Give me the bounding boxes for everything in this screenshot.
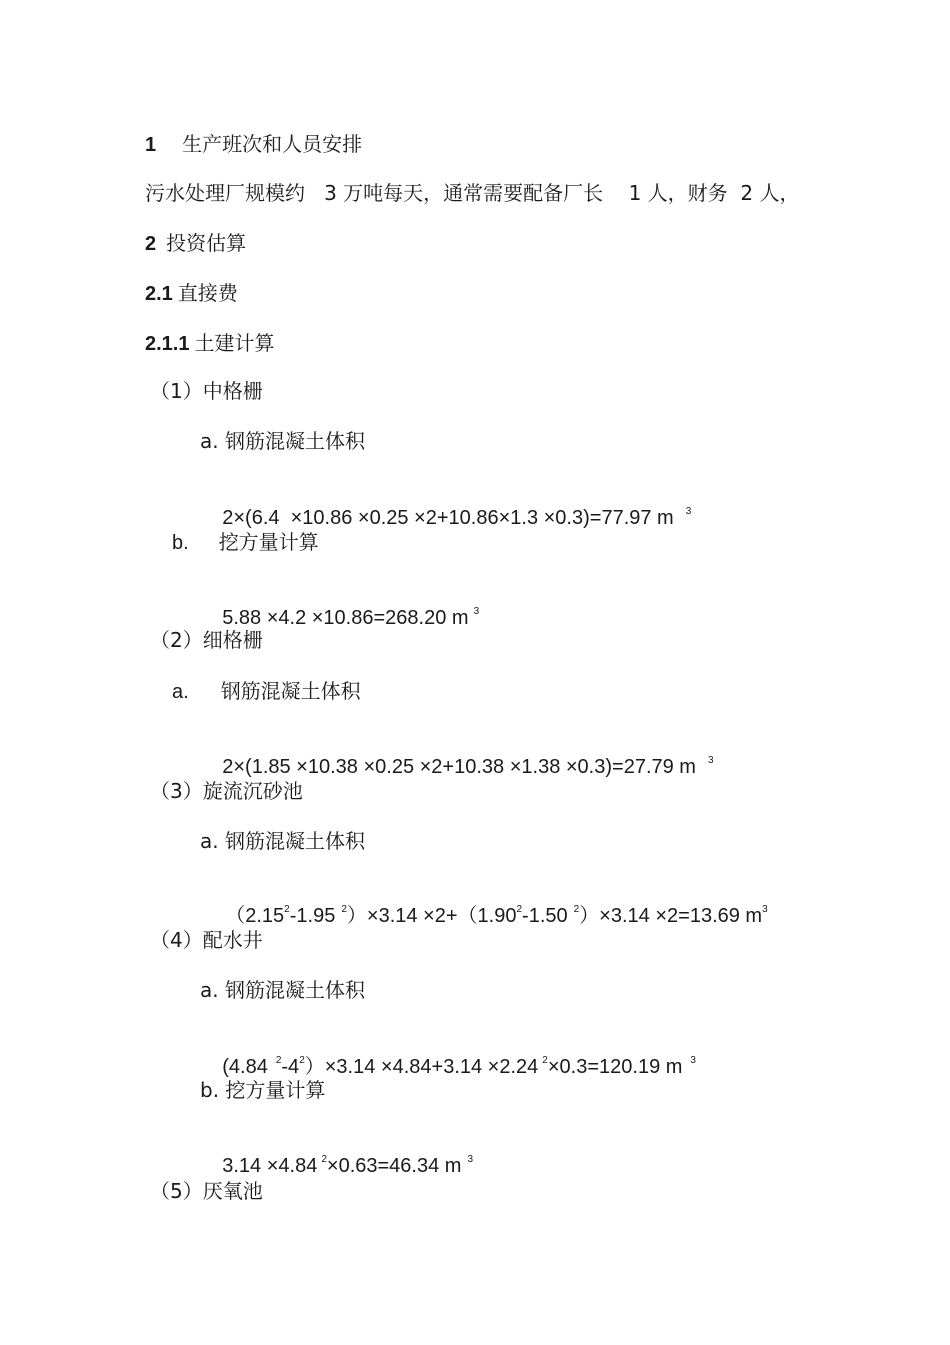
exponent: 2 [573, 904, 580, 915]
paragraph-staffing: 污水处理厂规模约 3 万吨每天，通常需要配备厂长 1 人，财务 2 人， [145, 181, 800, 205]
section-title: 生产班次和人员安排 [182, 132, 363, 156]
formula-text: ×0.3=120.19 m [547, 1056, 683, 1078]
label-text: 钢筋混凝土体积 [220, 679, 361, 703]
section-title: 投资估算 [166, 231, 247, 255]
section-number: 1 [145, 134, 157, 156]
exponent: 3 [707, 755, 714, 766]
item-2-a-label [172, 678, 361, 705]
exponent: 3 [473, 606, 480, 617]
item-3-a-label: a. 钢筋混凝土体积 [200, 829, 365, 853]
exponent: 3 [467, 1154, 474, 1165]
exponent: 2 [542, 1055, 548, 1066]
exponent: 3 [762, 904, 768, 915]
item-3-heading: （3）旋流沉砂池 [150, 779, 303, 803]
item-4-heading: （4）配水井 [150, 928, 263, 952]
formula-text: -4 [281, 1056, 300, 1078]
label-text: 挖方量计算 [218, 530, 319, 554]
exponent: 2 [321, 1154, 327, 1165]
formula-text: 2×(6.4 ×10.86 ×0.25 ×2+10.86×1.3 ×0.3)=77.97 m [222, 507, 674, 529]
section-1-heading [145, 131, 362, 158]
item-2-heading: （2）细格栅 [150, 628, 263, 652]
item-4-a-label: a. 钢筋混凝土体积 [200, 978, 365, 1002]
item-3-a-formula [203, 877, 768, 955]
section-number: 2.1.1 [145, 333, 190, 355]
exponent: 2 [284, 904, 290, 915]
exponent: 2 [299, 1055, 305, 1066]
formula-text: ×0.63=46.34 m [326, 1155, 462, 1177]
formula-text: 2×(1.85 ×10.38 ×0.25 ×2+10.38 ×1.38 ×0.3)=27.79 m [222, 756, 696, 778]
exponent: 2 [275, 1055, 282, 1066]
item-1-a-label: a. 钢筋混凝土体积 [200, 429, 365, 453]
exponent: 3 [690, 1055, 696, 1066]
formula-text: ）×3.14 ×2=13.69 m [579, 905, 763, 927]
section-title: 土建计算 [194, 331, 275, 355]
section-2-heading [145, 230, 246, 257]
section-number: 2 [145, 233, 157, 255]
exponent: 2 [516, 904, 523, 915]
formula-text: 3.14 ×4.84 [222, 1155, 318, 1177]
section-2-1-heading [145, 280, 238, 307]
exponent: 3 [685, 506, 692, 517]
formula-text: ）×3.14 ×2+（1.90 [346, 905, 517, 927]
formula-text: ）×3.14 ×4.84+3.14 ×2.24 [304, 1056, 539, 1078]
list-marker: b. [172, 532, 189, 554]
exponent: 2 [341, 904, 347, 915]
section-title: 直接费 [177, 281, 238, 305]
section-2-1-1-heading [145, 330, 274, 357]
formula-text: -1.50 [522, 905, 568, 927]
formula-text: -1.95 [289, 905, 336, 927]
formula-text: (4.84 [222, 1056, 268, 1078]
item-1-b-label [172, 529, 319, 556]
item-1-heading: （1）中格栅 [150, 379, 263, 403]
list-marker: a. [172, 681, 189, 703]
item-4-b-label: b. 挖方量计算 [200, 1078, 326, 1102]
item-5-heading: （5）厌氧池 [150, 1179, 263, 1203]
section-number: 2.1 [145, 283, 173, 305]
formula-text: 5.88 ×4.2 ×10.86=268.20 m [222, 607, 469, 629]
formula-text: （2.15 [225, 905, 285, 927]
